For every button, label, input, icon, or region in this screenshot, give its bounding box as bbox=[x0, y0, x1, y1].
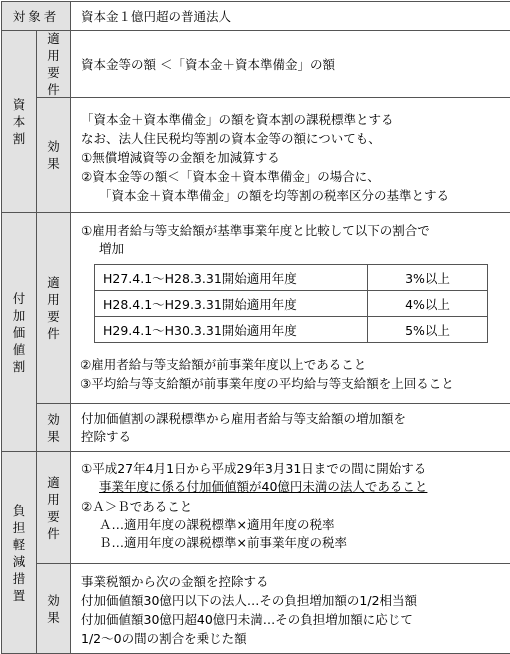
burden-effect-line: 1/2～0の間の割合を乗じた額 bbox=[81, 631, 247, 646]
capital-effect-line: ②資本金等の額＜「資本金＋資本準備金」の場合に、 bbox=[81, 169, 380, 184]
value-added-section-label: 付 加 価 値 割 bbox=[1, 212, 37, 452]
value-added-requirement-line: ③平均給与等支給額が前事業年度の平均給与等支給額を上回ること bbox=[80, 376, 454, 391]
burden-effect-line: 事業税額から次の金額を控除する bbox=[81, 574, 269, 589]
burden-effect-line: 付加価値額30億円超40億円未満…その負担増加額に応じて bbox=[81, 612, 413, 627]
rate-period: H28.4.1～H29.3.31開始適用年度 bbox=[95, 291, 368, 317]
value-added-requirement-line: 増加 bbox=[99, 241, 125, 256]
capital-section-label: 資 本 割 bbox=[1, 30, 37, 213]
burden-requirement-line: ①平成27年4月1日から平成29年3月31日までの間に開始する bbox=[81, 461, 427, 476]
capital-requirement-text: 資本金等の額 ＜「資本金＋資本準備金」の額 bbox=[81, 57, 335, 72]
burden-requirement-cell bbox=[70, 451, 510, 564]
capital-effect-cell bbox=[70, 97, 510, 213]
burden-requirement-line: 事業年度に係る付加価値額が40億円未満の法人であること bbox=[99, 479, 428, 494]
rate-table bbox=[94, 264, 488, 343]
burden-requirement-line: Ｂ…適用年度の課税標準×前事業年度の税率 bbox=[99, 535, 347, 550]
value-added-effect-line: 控除する bbox=[81, 429, 132, 444]
value-added-requirement-bottom bbox=[80, 355, 454, 393]
capital-effect-line: 「資本金＋資本準備金」の額を均等割の税率区分の基準とする bbox=[99, 188, 450, 203]
table-row bbox=[95, 317, 488, 343]
capital-effect-line: 「資本金＋資本準備金」の額を資本割の課税標準とする bbox=[81, 112, 394, 127]
target-value: 資本金１億円超の普通法人 bbox=[81, 9, 232, 24]
burden-requirement-line: Ａ…適用年度の課税標準×適用年度の税率 bbox=[99, 517, 335, 532]
value-added-requirement-line: ②雇用者給与等支給額が前事業年度以上であること bbox=[80, 357, 367, 372]
rate-period: H29.4.1～H30.3.31開始適用年度 bbox=[95, 317, 368, 343]
value-added-effect-cell bbox=[70, 403, 510, 452]
burden-section-label: 負 担 軽 減 措 置 bbox=[1, 451, 37, 654]
burden-requirement-line: ②Ａ＞Ｂであること bbox=[81, 499, 193, 514]
capital-effect-line: なお、法人住民税均等割の資本金等の額についても、 bbox=[81, 131, 381, 146]
target-value-cell bbox=[70, 1, 510, 31]
tax-summary-table bbox=[1, 1, 509, 652]
rate-value: 3%以上 bbox=[368, 265, 488, 291]
value-added-effect-label: 効 果 bbox=[36, 403, 71, 452]
burden-effect-line: 付加価値額30億円以下の法人…その負担増加額の1/2相当額 bbox=[81, 593, 418, 608]
rate-value: 5%以上 bbox=[368, 317, 488, 343]
rate-period: H27.4.1～H28.3.31開始適用年度 bbox=[95, 265, 368, 291]
value-added-effect-line: 付加価値割の課税標準から雇用者給与等支給額の増加額を bbox=[81, 411, 407, 426]
capital-effect-line: ①無償増減資等の金額を加減算する bbox=[81, 150, 280, 165]
table-row bbox=[95, 265, 488, 291]
rate-value: 4%以上 bbox=[368, 291, 488, 317]
capital-requirement-label: 適 用 要 件 bbox=[36, 30, 71, 98]
capital-effect-label: 効 果 bbox=[36, 97, 71, 213]
burden-effect-cell bbox=[70, 563, 510, 654]
burden-effect-label: 効 果 bbox=[36, 563, 71, 654]
table-row bbox=[95, 291, 488, 317]
capital-requirement-cell bbox=[70, 30, 510, 98]
value-added-requirement-line: ①雇用者給与等支給額が基準事業年度と比較して以下の割合で bbox=[81, 223, 430, 238]
target-label-cell bbox=[1, 1, 71, 31]
value-added-requirement-label: 適 用 要 件 bbox=[36, 212, 71, 404]
burden-requirement-label: 適 用 要 件 bbox=[36, 451, 71, 564]
target-label: 対象者 bbox=[12, 9, 60, 24]
